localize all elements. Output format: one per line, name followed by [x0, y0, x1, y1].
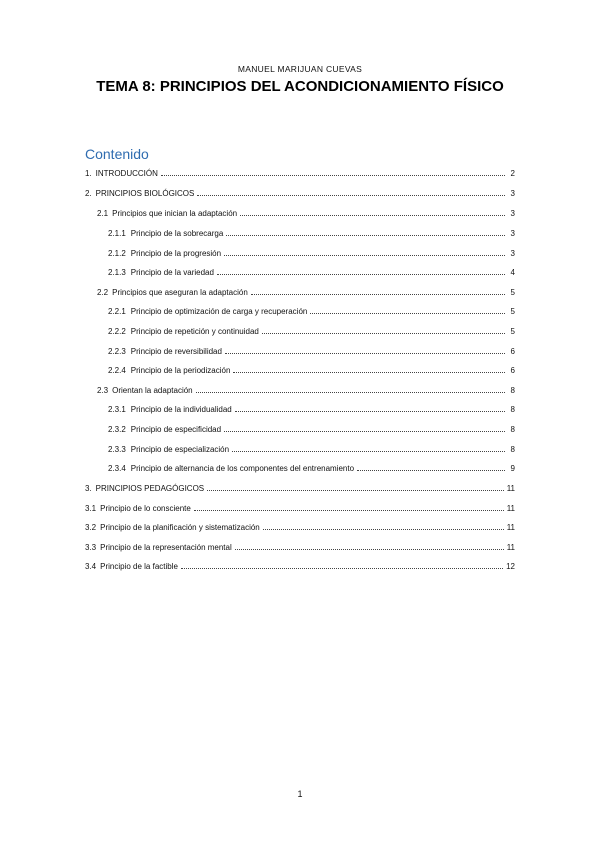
- toc-entry-label: Principio de reversibilidad: [130, 347, 222, 356]
- toc-entry-label: INTRODUCCIÓN: [95, 169, 158, 178]
- toc-entry[interactable]: [85, 502, 515, 514]
- toc-entry[interactable]: [108, 266, 515, 278]
- toc-entry-label: Principio de especificidad: [130, 425, 222, 434]
- toc-leader-dots: [263, 521, 504, 530]
- toc-entry-number: 2.2.1: [108, 307, 126, 316]
- toc-leader-dots: [226, 227, 505, 236]
- toc-leader-dots: [194, 502, 504, 511]
- toc-entry[interactable]: [108, 345, 515, 357]
- toc-entry-number: 2.3.3: [108, 445, 126, 454]
- toc-leader-dots: [251, 286, 505, 295]
- toc-entry-number: 2.1.1: [108, 229, 126, 238]
- toc-entry-number: 3.4: [85, 562, 97, 571]
- toc-entry[interactable]: [108, 305, 515, 317]
- toc-entry-label: PRINCIPIOS PEDAGÓGICOS: [95, 484, 205, 493]
- toc-entry-page: 11: [506, 504, 515, 513]
- toc-entry-label: Principio de la representación mental: [100, 543, 232, 552]
- toc-entry-number: 3.1: [85, 504, 97, 513]
- toc-entry-label: PRINCIPIOS BIOLÓGICOS: [95, 189, 195, 198]
- toc-entry-page: 11: [506, 484, 515, 493]
- toc-leader-dots: [197, 187, 505, 196]
- toc-entry-number: 3.: [85, 484, 92, 493]
- toc-entry-number: 2.1.2: [108, 249, 126, 258]
- toc-entry-label: Principios que aseguran la adaptación: [112, 288, 248, 297]
- toc-entry-number: 2.1: [97, 209, 109, 218]
- toc-entry[interactable]: [108, 227, 515, 239]
- toc-leader-dots: [207, 482, 504, 491]
- toc-entry[interactable]: [85, 560, 515, 572]
- toc-entry-number: 3.2: [85, 523, 97, 532]
- toc-entry-number: 2.3: [97, 386, 109, 395]
- toc-entry[interactable]: [97, 384, 515, 396]
- toc-entry-page: 8: [510, 405, 515, 414]
- toc-entry-label: Principio de alternancia de los componentes del entrenamiento: [130, 464, 355, 473]
- toc-entry-page: 4: [510, 268, 515, 277]
- toc-entry[interactable]: [108, 403, 515, 415]
- toc-entry-label: Principio de la planificación y sistematización: [100, 523, 260, 532]
- toc-entry-page: 8: [510, 445, 515, 454]
- toc-entry[interactable]: [97, 207, 515, 219]
- toc-leader-dots: [232, 443, 505, 452]
- toc-entry-number: 3.3: [85, 543, 97, 552]
- toc-entry-label: Principio de la individualidad: [130, 405, 232, 414]
- toc-entry-number: 2.2.3: [108, 347, 126, 356]
- toc-entry-label: Principio de repetición y continuidad: [130, 327, 259, 336]
- toc-entry-page: 3: [510, 229, 515, 238]
- toc-entry-page: 8: [510, 425, 515, 434]
- toc-entry-number: 2.3.1: [108, 405, 126, 414]
- toc-leader-dots: [240, 207, 505, 216]
- toc-leader-dots: [224, 247, 505, 256]
- toc-leader-dots: [181, 560, 503, 569]
- toc-entry[interactable]: [85, 167, 515, 179]
- toc-leader-dots: [225, 345, 505, 354]
- toc-entry-page: 6: [510, 366, 515, 375]
- toc-entry-number: 2.2.4: [108, 366, 126, 375]
- toc-entry-page: 5: [510, 327, 515, 336]
- toc-leader-dots: [235, 541, 504, 550]
- toc-entry[interactable]: [85, 187, 515, 199]
- document-title: TEMA 8: PRINCIPIOS DEL ACONDICIONAMIENTO FÍSICO: [96, 78, 504, 95]
- toc-entry-number: 2.3.2: [108, 425, 126, 434]
- toc-entry[interactable]: [85, 541, 515, 553]
- toc-entry[interactable]: [97, 286, 515, 298]
- toc-entry-page: 8: [510, 386, 515, 395]
- toc-entry-page: 12: [506, 562, 515, 571]
- toc-entry-label: Principio de la sobrecarga: [130, 229, 224, 238]
- toc-entry-number: 2.: [85, 189, 92, 198]
- toc-entry-label: Principio de la factible: [100, 562, 178, 571]
- toc-entry[interactable]: [108, 423, 515, 435]
- toc-leader-dots: [357, 462, 505, 471]
- toc-entry-label: Principio de la periodización: [130, 366, 231, 375]
- toc-entry-page: 5: [510, 307, 515, 316]
- toc-entry-number: 2.2.2: [108, 327, 126, 336]
- toc-entry-label: Orientan la adaptación: [112, 386, 193, 395]
- toc-entry-page: 9: [510, 464, 515, 473]
- toc-entry-page: 2: [510, 169, 515, 178]
- toc-entry-page: 3: [510, 249, 515, 258]
- author-header: MANUEL MARIJUAN CUEVAS: [237, 64, 363, 74]
- toc-entry-label: Principio de optimización de carga y recuperación: [130, 307, 308, 316]
- toc-entry-label: Principio de lo consciente: [100, 504, 191, 513]
- toc-entry[interactable]: [108, 443, 515, 455]
- toc-entry-number: 2.3.4: [108, 464, 126, 473]
- toc-entry-page: 5: [510, 288, 515, 297]
- toc-entry[interactable]: [108, 247, 515, 259]
- toc-leader-dots: [224, 423, 505, 432]
- toc-entry-page: 11: [506, 523, 515, 532]
- toc-leader-dots: [196, 384, 505, 393]
- toc-entry-page: 11: [506, 543, 515, 552]
- toc-heading: Contenido: [85, 146, 149, 162]
- toc-leader-dots: [262, 325, 505, 334]
- toc-leader-dots: [310, 305, 505, 314]
- page-number: 1: [297, 789, 303, 799]
- toc-entry-number: 2.1.3: [108, 268, 126, 277]
- toc-leader-dots: [235, 403, 505, 412]
- toc-entry-number: 1.: [85, 169, 92, 178]
- toc-entry-number: 2.2: [97, 288, 109, 297]
- toc-leader-dots: [217, 266, 505, 275]
- toc-entry-page: 3: [510, 209, 515, 218]
- toc-entry[interactable]: [85, 482, 515, 494]
- toc-entry-label: Principio de la variedad: [130, 268, 214, 277]
- toc-entry-label: Principio de especialización: [130, 445, 230, 454]
- toc-entry[interactable]: [108, 462, 515, 474]
- toc-entry[interactable]: [85, 521, 515, 533]
- toc-leader-dots: [161, 167, 505, 176]
- toc-entry-label: Principios que inician la adaptación: [112, 209, 238, 218]
- toc-leader-dots: [233, 364, 505, 373]
- toc-entry[interactable]: [108, 325, 515, 337]
- toc-entry-label: Principio de la progresión: [130, 249, 222, 258]
- toc-entry[interactable]: [108, 364, 515, 376]
- toc-entry-page: 3: [510, 189, 515, 198]
- toc-entry-page: 6: [510, 347, 515, 356]
